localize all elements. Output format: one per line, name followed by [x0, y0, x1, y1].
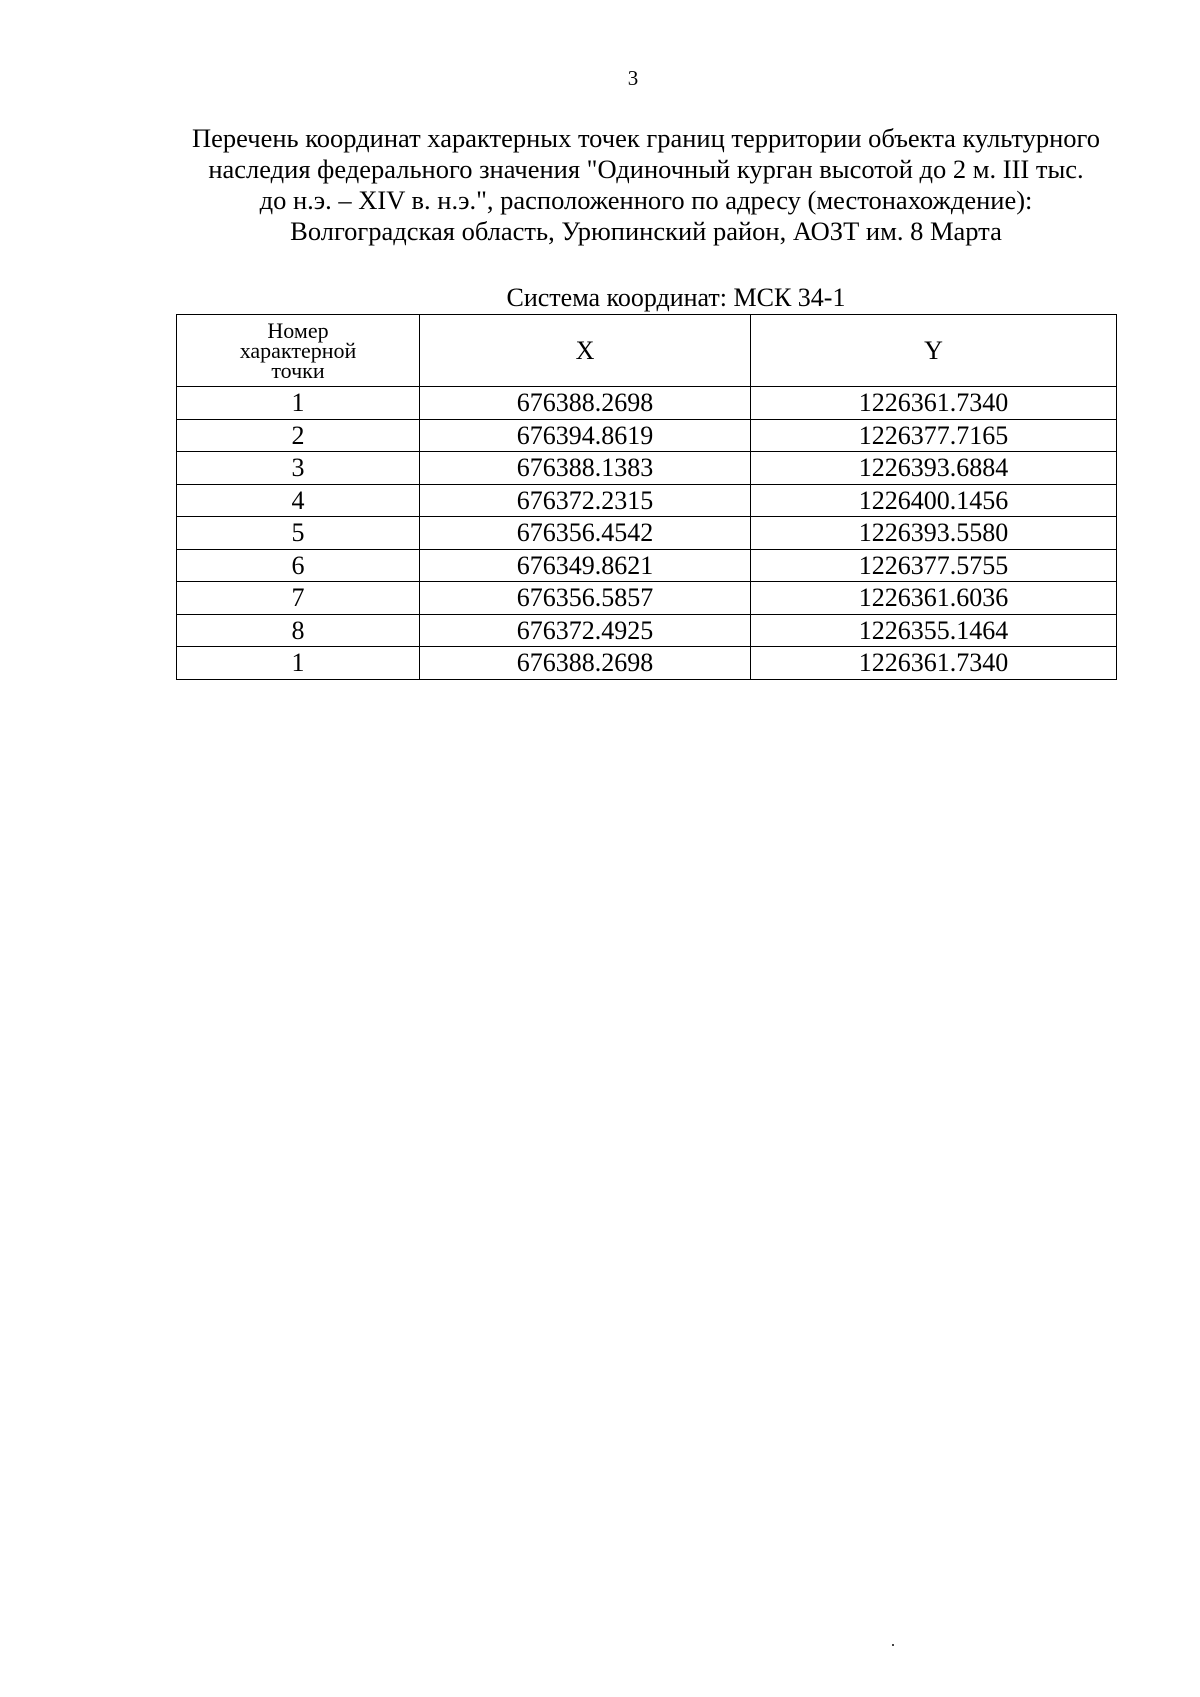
title-line-2: наследия федерального значения "Одиночный курган высотой до 2 м. III тыс.: [208, 154, 1084, 184]
cell-y: 1226393.6884: [751, 452, 1117, 485]
cell-x: 676388.2698: [420, 647, 751, 680]
cell-point-number: 1: [177, 647, 420, 680]
cell-y: 1226355.1464: [751, 614, 1117, 647]
table-row: [177, 387, 1117, 420]
table-row: [177, 614, 1117, 647]
title-line-1: Перечень координат характерных точек границ территории объекта культурного: [192, 123, 1100, 153]
cell-x: 676356.5857: [420, 582, 751, 615]
cell-y: 1226377.7165: [751, 419, 1117, 452]
cell-point-number: 4: [177, 484, 420, 517]
cell-point-number: 6: [177, 549, 420, 582]
header-point-number: [177, 315, 420, 387]
header-point-number-line-2: характерной: [239, 338, 357, 363]
cell-y: 1226393.5580: [751, 517, 1117, 550]
table-row: [177, 452, 1117, 485]
header-y: Y: [751, 315, 1117, 387]
cell-x: 676394.8619: [420, 419, 751, 452]
page-number: 3: [627, 66, 639, 90]
cell-point-number: 1: [177, 387, 420, 420]
cell-x: 676372.2315: [420, 484, 751, 517]
title-line-4: Волгоградская область, Урюпинский район, АОЗТ им. 8 Марта: [290, 216, 1002, 246]
cell-y: 1226361.7340: [751, 647, 1117, 680]
title-line-3: до н.э. – XIV в. н.э.", расположенного по адресу (местонахождение):: [259, 185, 1033, 215]
cell-x: 676372.4925: [420, 614, 751, 647]
cell-y: 1226400.1456: [751, 484, 1117, 517]
scan-speck: [892, 1644, 894, 1646]
table-header-row: [177, 315, 1117, 387]
cell-y: 1226361.7340: [751, 387, 1117, 420]
cell-point-number: 2: [177, 419, 420, 452]
document-title: [176, 123, 1116, 247]
cell-point-number: 3: [177, 452, 420, 485]
cell-y: 1226377.5755: [751, 549, 1117, 582]
header-point-number-line-3: точки: [271, 358, 325, 383]
table-row: [177, 517, 1117, 550]
table-row: [177, 582, 1117, 615]
table-row: [177, 647, 1117, 680]
table-body: [177, 387, 1117, 680]
cell-x: 676388.1383: [420, 452, 751, 485]
cell-point-number: 7: [177, 582, 420, 615]
coordinate-system-label: Система координат: МСК 34-1: [506, 283, 846, 312]
header-x: X: [420, 315, 751, 387]
cell-y: 1226361.6036: [751, 582, 1117, 615]
table-row: [177, 549, 1117, 582]
cell-point-number: 5: [177, 517, 420, 550]
cell-x: 676356.4542: [420, 517, 751, 550]
table-row: [177, 419, 1117, 452]
cell-point-number: 8: [177, 614, 420, 647]
coordinates-table: [176, 314, 1117, 680]
cell-x: 676388.2698: [420, 387, 751, 420]
cell-x: 676349.8621: [420, 549, 751, 582]
header-point-number-line-1: Номер: [267, 318, 329, 343]
table-row: [177, 484, 1117, 517]
